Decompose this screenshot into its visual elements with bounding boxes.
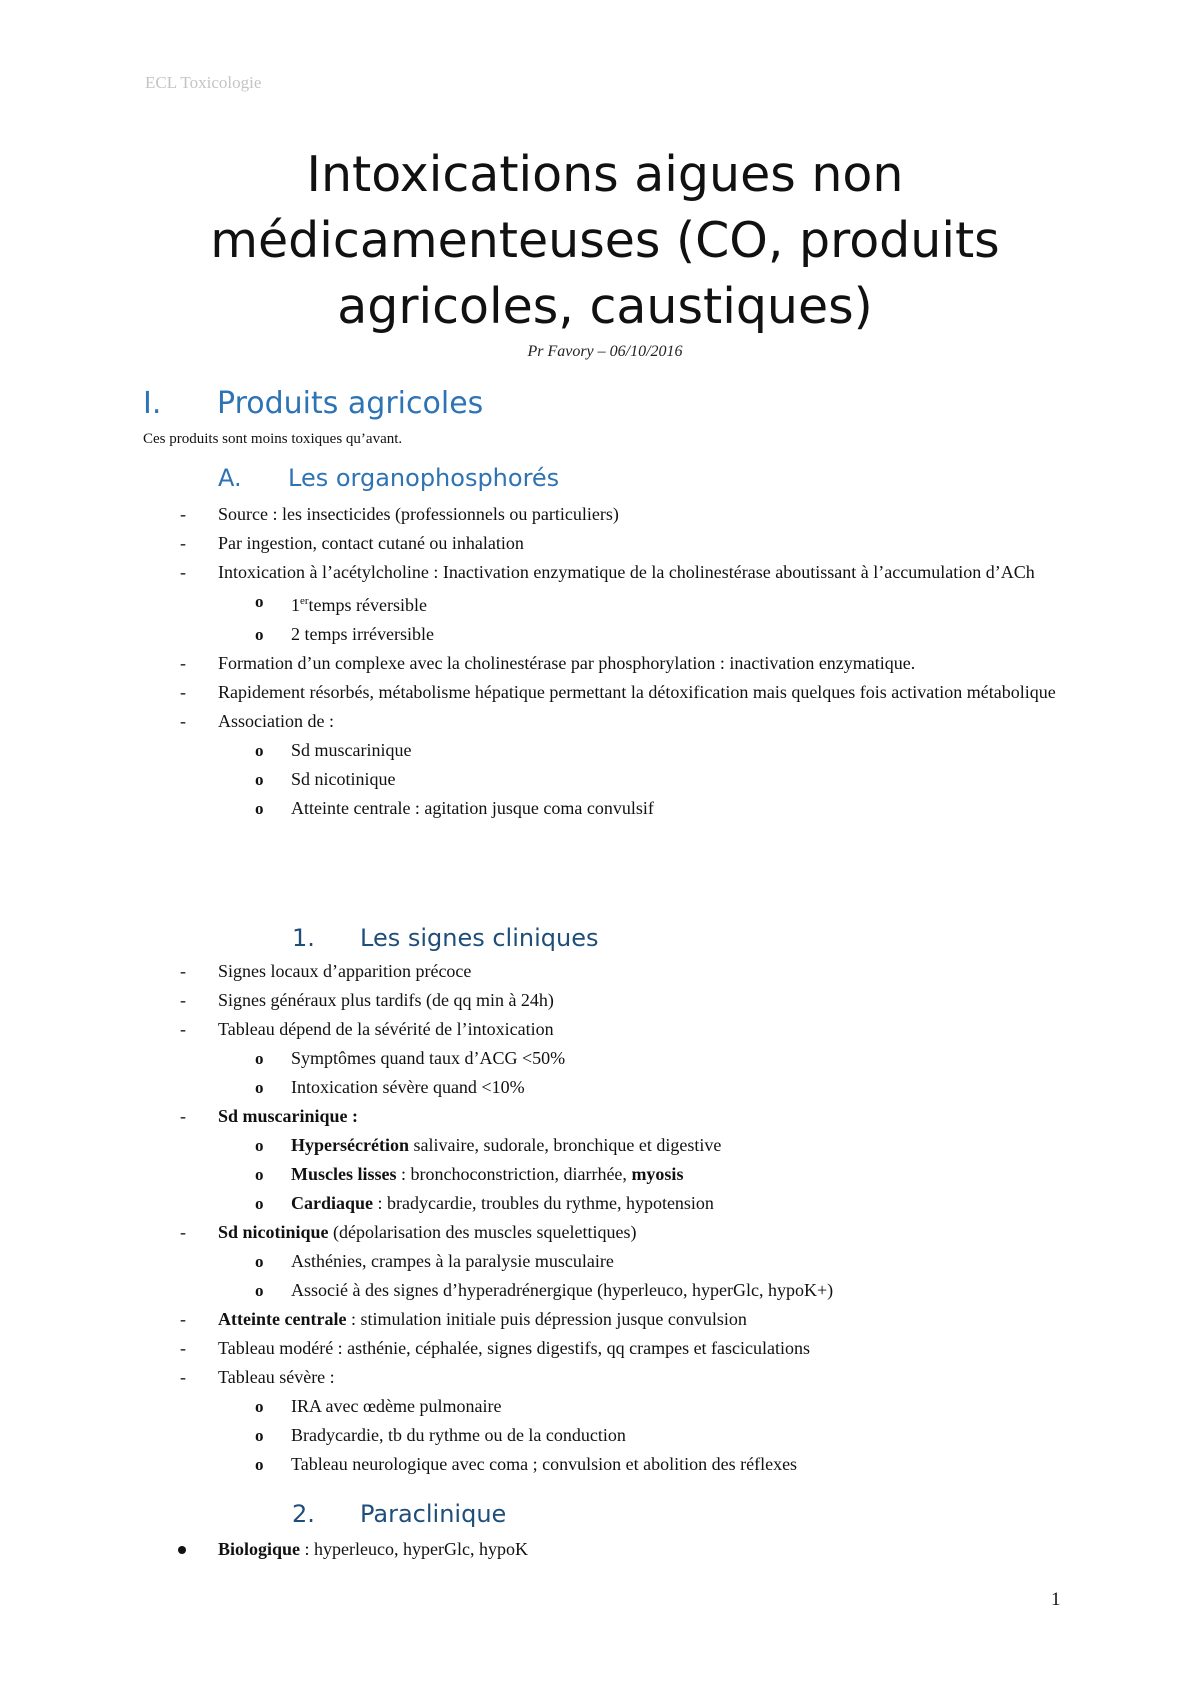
sub-list-item: [178, 794, 1064, 823]
item-text: Asthénies, crampes à la paralysie musculaire: [291, 1251, 614, 1271]
paraclinique-list: [178, 1535, 1064, 1564]
organophosphores-list: [178, 500, 1064, 823]
hypersecretion-label: Hypersécrétion: [291, 1135, 409, 1155]
dot-bullet-icon: [178, 1546, 186, 1554]
dash-bullet: -: [180, 961, 186, 981]
centrale-label: Atteinte centrale: [218, 1309, 347, 1329]
title-line-3: agricoles, caustiques): [337, 278, 873, 335]
circle-bullet: o: [255, 1136, 264, 1155]
list-item: [178, 558, 1064, 587]
sub-list-item: [178, 1160, 1064, 1189]
item-text: Atteinte centrale : agitation jusque coma convulsif: [291, 798, 654, 818]
dash-bullet: -: [180, 1106, 186, 1126]
circle-bullet: o: [255, 625, 264, 644]
page-number: 1: [1051, 1589, 1061, 1610]
sub-list-item: [178, 1450, 1064, 1479]
subsection-title: Les organophosphorés: [288, 464, 560, 492]
circle-bullet: o: [255, 1426, 264, 1445]
subsubsection-title: Paraclinique: [360, 1500, 507, 1528]
sub-list-item: [178, 736, 1064, 765]
item-text: Par ingestion, contact cutané ou inhalation: [218, 533, 524, 553]
dash-bullet: -: [180, 562, 186, 582]
item-text: Rapidement résorbés, métabolisme hépatique permettant la détoxification mais quelques fois activation métabolique: [218, 682, 1056, 702]
item-text: Signes généraux plus tardifs (de qq min à 24h): [218, 990, 554, 1010]
sub-list-item: [178, 1189, 1064, 1218]
document-title: [90, 142, 1120, 340]
dash-bullet: -: [180, 653, 186, 673]
temps-number: 1: [291, 595, 300, 615]
sub-list-item: [178, 1392, 1064, 1421]
muscarinique-label: Sd muscarinique :: [218, 1106, 359, 1126]
item-text: Bradycardie, tb du rythme ou de la conduction: [291, 1425, 626, 1445]
sub-list-item: [178, 1247, 1064, 1276]
list-item: [178, 707, 1064, 736]
item-text: Associé à des signes d’hyperadrénergique (hyperleuco, hyperGlc, hypoK+): [291, 1280, 834, 1300]
item-text: Source : les insecticides (professionnels ou particuliers): [218, 504, 619, 524]
circle-bullet: o: [255, 1165, 264, 1184]
dash-bullet: -: [180, 533, 186, 553]
subsubsection-title: Les signes cliniques: [360, 924, 599, 952]
list-item: [178, 1363, 1064, 1392]
sub-list-item: [178, 1276, 1064, 1305]
item-text: Tableau neurologique avec coma ; convulsion et abolition des réflexes: [291, 1454, 798, 1474]
dash-bullet: -: [180, 1222, 186, 1242]
muscles-lisses-text: : bronchoconstriction, diarrhée,: [396, 1164, 632, 1184]
biologique-label: Biologique: [218, 1539, 301, 1559]
circle-bullet: o: [255, 799, 264, 818]
biologique-text: : hyperleuco, hyperGlc, hypoK: [300, 1539, 528, 1559]
list-item: [178, 1334, 1064, 1363]
signes-cliniques-list: [178, 957, 1064, 1479]
list-item: [178, 1102, 1064, 1131]
item-text: Sd nicotinique: [291, 769, 396, 789]
list-item: [178, 986, 1064, 1015]
sub-list-item: [178, 1073, 1064, 1102]
section-title: Produits agricoles: [217, 386, 484, 421]
running-header: ECL Toxicologie: [145, 73, 262, 92]
circle-bullet: o: [255, 1194, 264, 1213]
circle-bullet: o: [255, 1049, 264, 1068]
temps-sup: er: [300, 595, 309, 607]
muscles-lisses-label: Muscles lisses: [291, 1164, 397, 1184]
list-item: [178, 529, 1064, 558]
sub-list-item: [178, 620, 1064, 649]
list-item: [178, 649, 1064, 678]
item-text: Tableau sévère :: [218, 1367, 335, 1387]
item-text: IRA avec œdème pulmonaire: [291, 1396, 502, 1416]
title-line-2: médicamenteuses (CO, produits: [210, 212, 1000, 269]
subsection-number: A.: [218, 464, 242, 492]
subsection-heading-organophosphores: [218, 464, 559, 492]
dash-bullet: -: [180, 1309, 186, 1329]
list-item: [178, 1015, 1064, 1044]
cardiaque-label: Cardiaque: [291, 1193, 374, 1213]
title-line-1: Intoxications aigues non: [306, 146, 904, 203]
item-text: Intoxication sévère quand <10%: [291, 1077, 525, 1097]
hypersecretion-text: salivaire, sudorale, bronchique et digestive: [408, 1135, 722, 1155]
list-item: [178, 1305, 1064, 1334]
dash-bullet: -: [180, 1019, 186, 1039]
item-text: Intoxication à l’acétylcholine : Inactivation enzymatique de la cholinestérase aboutissant à l’accumulation d’ACh: [218, 562, 1035, 582]
section-intro: Ces produits sont moins toxiques qu’avant.: [143, 431, 403, 447]
sub-list-item: [178, 765, 1064, 794]
item-text: Sd muscarinique: [291, 740, 412, 760]
author-date: Pr Favory – 06/10/2016: [527, 343, 683, 360]
dash-bullet: -: [180, 990, 186, 1010]
myosis-label: myosis: [631, 1164, 684, 1184]
list-item: [178, 1535, 1064, 1564]
circle-bullet: o: [255, 1455, 264, 1474]
circle-bullet: o: [255, 1078, 264, 1097]
section-heading-produits-agricoles: [143, 386, 483, 421]
item-text: Symptômes quand taux d’ACG <50%: [291, 1048, 566, 1068]
dash-bullet: -: [180, 1338, 186, 1358]
list-item: [178, 1218, 1064, 1247]
dash-bullet: -: [180, 504, 186, 524]
circle-bullet: o: [255, 741, 264, 760]
subsubsection-heading-paraclinique: [292, 1500, 506, 1528]
item-text: Association de :: [218, 711, 334, 731]
dash-bullet: -: [180, 682, 186, 702]
nicotinique-label: Sd nicotinique: [218, 1222, 329, 1242]
item-text: Tableau dépend de la sévérité de l’intoxication: [218, 1019, 554, 1039]
dash-bullet: -: [180, 1367, 186, 1387]
section-number: I.: [143, 386, 162, 421]
item-text: 2 temps irréversible: [291, 624, 434, 644]
item-text: Signes locaux d’apparition précoce: [218, 961, 472, 981]
subsubsection-number: 1.: [292, 924, 315, 952]
sub-list-item: [178, 587, 1064, 620]
circle-bullet: o: [255, 592, 264, 611]
nicotinique-text: (dépolarisation des muscles squelettiques): [328, 1222, 637, 1242]
sub-list-item: [178, 1131, 1064, 1160]
cardiaque-text: : bradycardie, troubles du rythme, hypotension: [373, 1193, 714, 1213]
subsubsection-heading-signes-cliniques: [292, 924, 599, 952]
circle-bullet: o: [255, 1281, 264, 1300]
circle-bullet: o: [255, 770, 264, 789]
sub-list-item: [178, 1044, 1064, 1073]
list-item: [178, 957, 1064, 986]
circle-bullet: o: [255, 1252, 264, 1271]
list-item: [178, 500, 1064, 529]
item-text: Formation d’un complexe avec la cholinestérase par phosphorylation : inactivation enzymatique.: [218, 653, 916, 673]
circle-bullet: o: [255, 1397, 264, 1416]
sub-list-item: [178, 1421, 1064, 1450]
list-item: [178, 678, 1064, 707]
subsubsection-number: 2.: [292, 1500, 315, 1528]
dash-bullet: -: [180, 711, 186, 731]
centrale-text: : stimulation initiale puis dépression jusque convulsion: [346, 1309, 747, 1329]
item-text: Tableau modéré : asthénie, céphalée, signes digestifs, qq crampes et fasciculations: [218, 1338, 811, 1358]
temps-text: temps réversible: [308, 595, 428, 615]
